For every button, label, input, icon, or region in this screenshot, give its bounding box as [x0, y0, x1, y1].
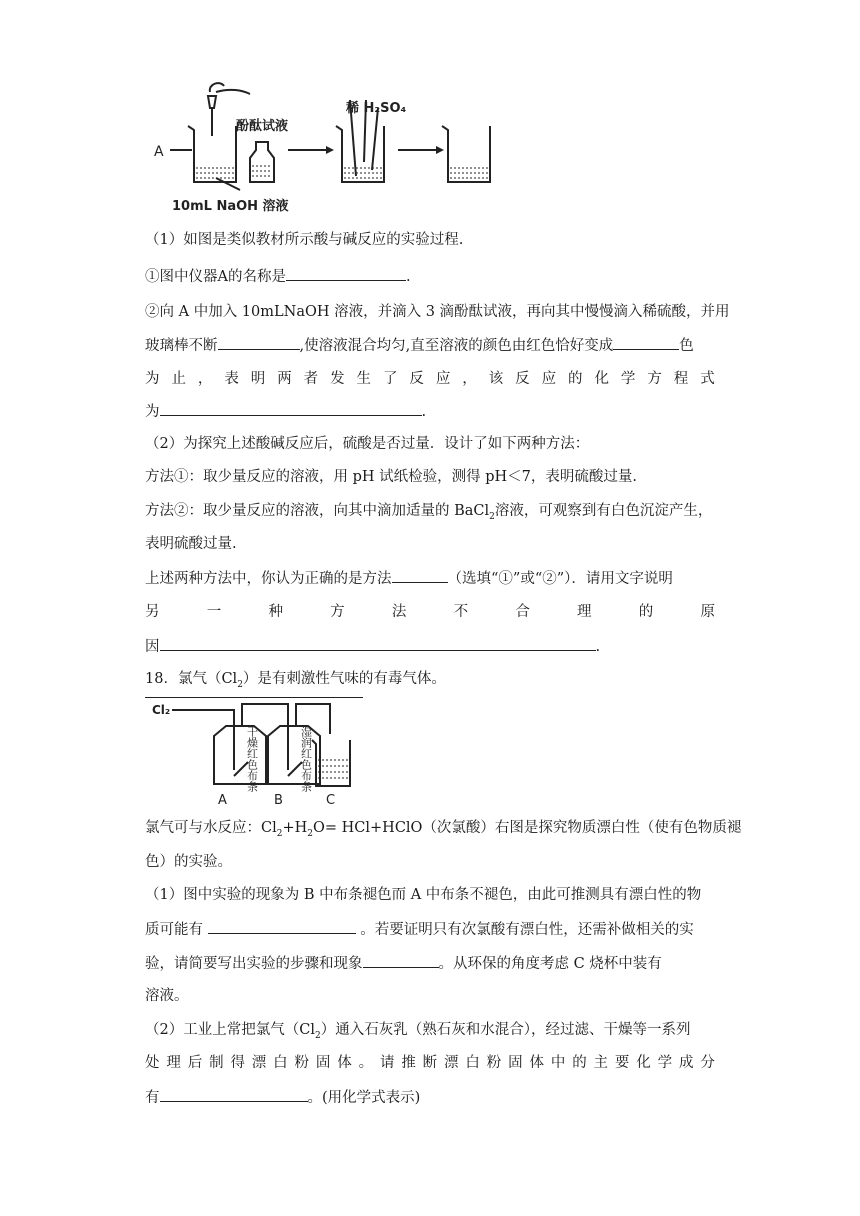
fig1-naoh-label: 10mL NaOH 溶液 [172, 199, 289, 214]
fig2-dry-cloth-label: 干燥红色布条 [245, 726, 259, 792]
spread-char: 应 [435, 371, 451, 387]
spread-char: 方 [330, 604, 345, 620]
spread-char: 白 [465, 1055, 480, 1071]
answer-blank-bleach-substance[interactable] [208, 919, 356, 934]
q18-title [145, 669, 715, 689]
q18-p2-text2: ）通入石灰乳（熟石灰和水混合），经过滤、干燥等一系列 [320, 1022, 691, 1038]
q18-p1-line3 [145, 953, 715, 974]
q1-item2-line3 [145, 369, 715, 389]
q1-item2-line4 [145, 401, 715, 422]
spread-char: 断 [422, 1055, 438, 1071]
spread-char: 固 [508, 1055, 523, 1071]
q18-p1-text3: 验，请简要写出实验的步骤和现象 [145, 956, 363, 972]
q1-item2-line1: ②向 A 中加入 10mLNaOH 溶液，并滴入 3 滴酚酞试液，再向其中慢慢滴入稀硫酸，并用 [145, 304, 730, 320]
q1-item2-text3: 色 [679, 338, 694, 354]
spread-char: 得 [230, 1055, 245, 1071]
divider [145, 697, 363, 698]
q18-reaction-sub2: 2 [307, 828, 313, 839]
acid-base-experiment-figure [150, 78, 500, 218]
q18-p1-line2 [145, 919, 715, 940]
q18-p2-line3 [145, 1087, 715, 1108]
spread-char: 者 [303, 371, 319, 387]
spread-char: 请 [379, 1055, 395, 1071]
q1-intro: （1）如图是类似教材所示酸与碱反应的实验过程. [145, 232, 464, 248]
answer-blank-bleach-formula[interactable] [160, 1087, 308, 1102]
q18-p2-text1: （2）工业上常把氯气（Cl [145, 1022, 315, 1038]
spread-char: 成 [678, 1055, 694, 1071]
q18-p2-text4: 。(用化学式表示) [307, 1090, 421, 1106]
q18-reaction-text2: +H [282, 820, 308, 836]
fig2-wet-cloth-label: 湿润红色布条 [299, 726, 313, 792]
spread-char: 固 [315, 1055, 331, 1071]
spread-char: 式 [700, 371, 715, 387]
q18-reaction-text1: 氯气可与水反应：Cl [145, 820, 277, 836]
spread-char: 法 [391, 604, 407, 620]
fig2-label-b: B [274, 793, 283, 808]
q2-reason-line2 [145, 636, 715, 657]
q1-item1-text: ①图中仪器A的名称是 [145, 269, 286, 285]
q1-item1-end: . [405, 269, 411, 285]
q18-p2-line2 [145, 1053, 715, 1073]
q18-p1-line1: （1）图中实验的现象为 B 中布条褪色而 A 中布条不褪色，由此可推测具有漂白性的物 [145, 887, 702, 903]
fig2-label-c: C [326, 793, 336, 808]
q2-method1: 方法①：取少量反应的溶液，用 pH 试纸检验，测得 pH＜7，表明硫酸过量. [145, 469, 638, 485]
answer-blank-method[interactable] [392, 568, 448, 583]
spread-char: 要 [614, 1055, 630, 1071]
fig2-label-a: A [218, 793, 227, 808]
spread-char: 原 [700, 604, 715, 620]
spread-char: 后 [187, 1055, 203, 1071]
q2-choose-text1: 上述两种方法中，你认为正确的是方法 [145, 571, 392, 587]
q18-reaction-end: 色）的实验。 [145, 854, 232, 870]
q2-reason-text: 因 [145, 639, 160, 655]
spread-char: 的 [572, 1055, 587, 1071]
spread-char: 理 [577, 604, 592, 620]
spread-char: 了 [382, 371, 398, 387]
spread-char: 中 [550, 1055, 566, 1071]
spread-char: 分 [700, 1055, 715, 1071]
spread-char: 的 [568, 371, 583, 387]
spread-char: 为 [145, 371, 160, 387]
q1-item2-text4: 为 [145, 404, 160, 420]
spread-char: 明 [250, 371, 266, 387]
spread-char: ， [197, 371, 213, 387]
q18-reaction [145, 818, 742, 839]
spread-char: 发 [330, 371, 345, 387]
spread-char: 种 [268, 604, 283, 620]
q2-choose [145, 568, 715, 589]
spread-char: 粉 [486, 1055, 502, 1071]
q18-p1-line4: 溶液。 [145, 988, 189, 1004]
q18-reaction-text3: O= HCl+HClO（次氯酸）右图是探究物质漂白性（使有色物质褪 [313, 820, 742, 836]
answer-blank-instrument[interactable] [286, 266, 406, 281]
q1-item2-line2 [145, 335, 715, 356]
q2-reason-line1 [145, 602, 715, 622]
q2-method2 [145, 501, 715, 521]
spread-char: 反 [409, 371, 424, 387]
spread-char: 白 [273, 1055, 288, 1071]
spread-char: 两 [277, 371, 292, 387]
spread-char: 应 [541, 371, 557, 387]
spread-char: 推 [401, 1055, 416, 1071]
answer-blank-steps[interactable] [363, 953, 439, 968]
q18-reaction-sub1: 2 [276, 828, 283, 839]
spread-char: 漂 [444, 1055, 459, 1071]
spread-char: 的 [638, 604, 654, 620]
chlorine-bleach-experiment-figure [150, 700, 380, 810]
q18-title-text1: 18．氯气（Cl [145, 671, 238, 687]
spread-char: 学 [657, 1055, 673, 1071]
spread-char: 处 [145, 1055, 160, 1071]
q18-p2-line1 [145, 1020, 715, 1040]
answer-blank-stir[interactable] [218, 335, 300, 350]
q2-method2-end: 表明硫酸过量. [145, 536, 237, 552]
spread-char: 理 [166, 1055, 181, 1071]
answer-blank-color[interactable] [613, 335, 679, 350]
q18-p1-text2: 。若要证明只有次氯酸有漂白性，还需补做相关的实 [355, 922, 694, 938]
spread-char: 合 [515, 604, 530, 620]
spread-char: 另 [145, 604, 160, 620]
spread-char: 。 [358, 1055, 374, 1071]
answer-blank-equation[interactable] [160, 401, 422, 416]
q1-item1 [145, 266, 715, 287]
spread-char: 化 [594, 371, 609, 387]
q1-item2-text2: ,使溶液混合均匀,直至溶液的颜色由红色恰好变成 [299, 338, 614, 354]
fig1-label-a: A [154, 144, 164, 160]
spread-char: 学 [620, 371, 636, 387]
spread-char: 该 [488, 371, 504, 387]
spread-char: 制 [209, 1055, 224, 1071]
q2-method2-text2: 溶液，可观察到有白色沉淀产生， [494, 503, 713, 519]
spread-char: 一 [206, 604, 222, 620]
fig2-cl2-label: Cl₂ [152, 703, 171, 717]
fig1-acid-label: 稀 H₂SO₄ [346, 101, 407, 116]
spread-char: 表 [224, 371, 239, 387]
q2-method2-sub: 2 [489, 511, 495, 522]
spread-char: 化 [636, 1055, 651, 1071]
spread-char: 程 [673, 371, 689, 387]
q1-item2-end: . [421, 404, 427, 420]
q18-p2-sub: 2 [314, 1030, 321, 1041]
answer-blank-reason[interactable] [160, 636, 596, 651]
spread-char: 漂 [251, 1055, 267, 1071]
spread-char: 止 [171, 371, 186, 387]
spread-char: 体 [529, 1055, 544, 1071]
spread-char: 主 [593, 1055, 609, 1071]
q2-method2-text1: 方法②：取少量反应的溶液，向其中滴加适量的 BaCl [145, 503, 490, 519]
spread-char: 方 [647, 371, 662, 387]
q18-p1-text1: 质可能有 [145, 922, 208, 938]
spread-char: 反 [515, 371, 530, 387]
spread-char: 不 [453, 604, 469, 620]
q2-choose-text2: （选填“①”或“②”）．请用文字说明 [447, 571, 673, 587]
q18-p2-text3: 有 [145, 1090, 160, 1106]
q18-p1-text4: 。从环保的角度考虑 C 烧杯中装有 [438, 956, 662, 972]
q18-title-sub: 2 [237, 679, 243, 690]
spread-char: ， [462, 371, 477, 387]
spread-char: 粉 [294, 1055, 310, 1071]
spread-char: 体 [337, 1055, 352, 1071]
q18-title-text2: ）是有刺激性气味的有毒气体。 [242, 671, 446, 687]
q2-reason-end: . [595, 639, 601, 655]
fig1-phenol-label: 酚酞试液 [236, 119, 289, 134]
spread-char: 生 [356, 371, 371, 387]
q2-intro: （2）为探究上述酸碱反应后，硫酸是否过量．设计了如下两种方法： [145, 436, 590, 452]
q1-item2-text1: 玻璃棒不断 [145, 338, 218, 354]
